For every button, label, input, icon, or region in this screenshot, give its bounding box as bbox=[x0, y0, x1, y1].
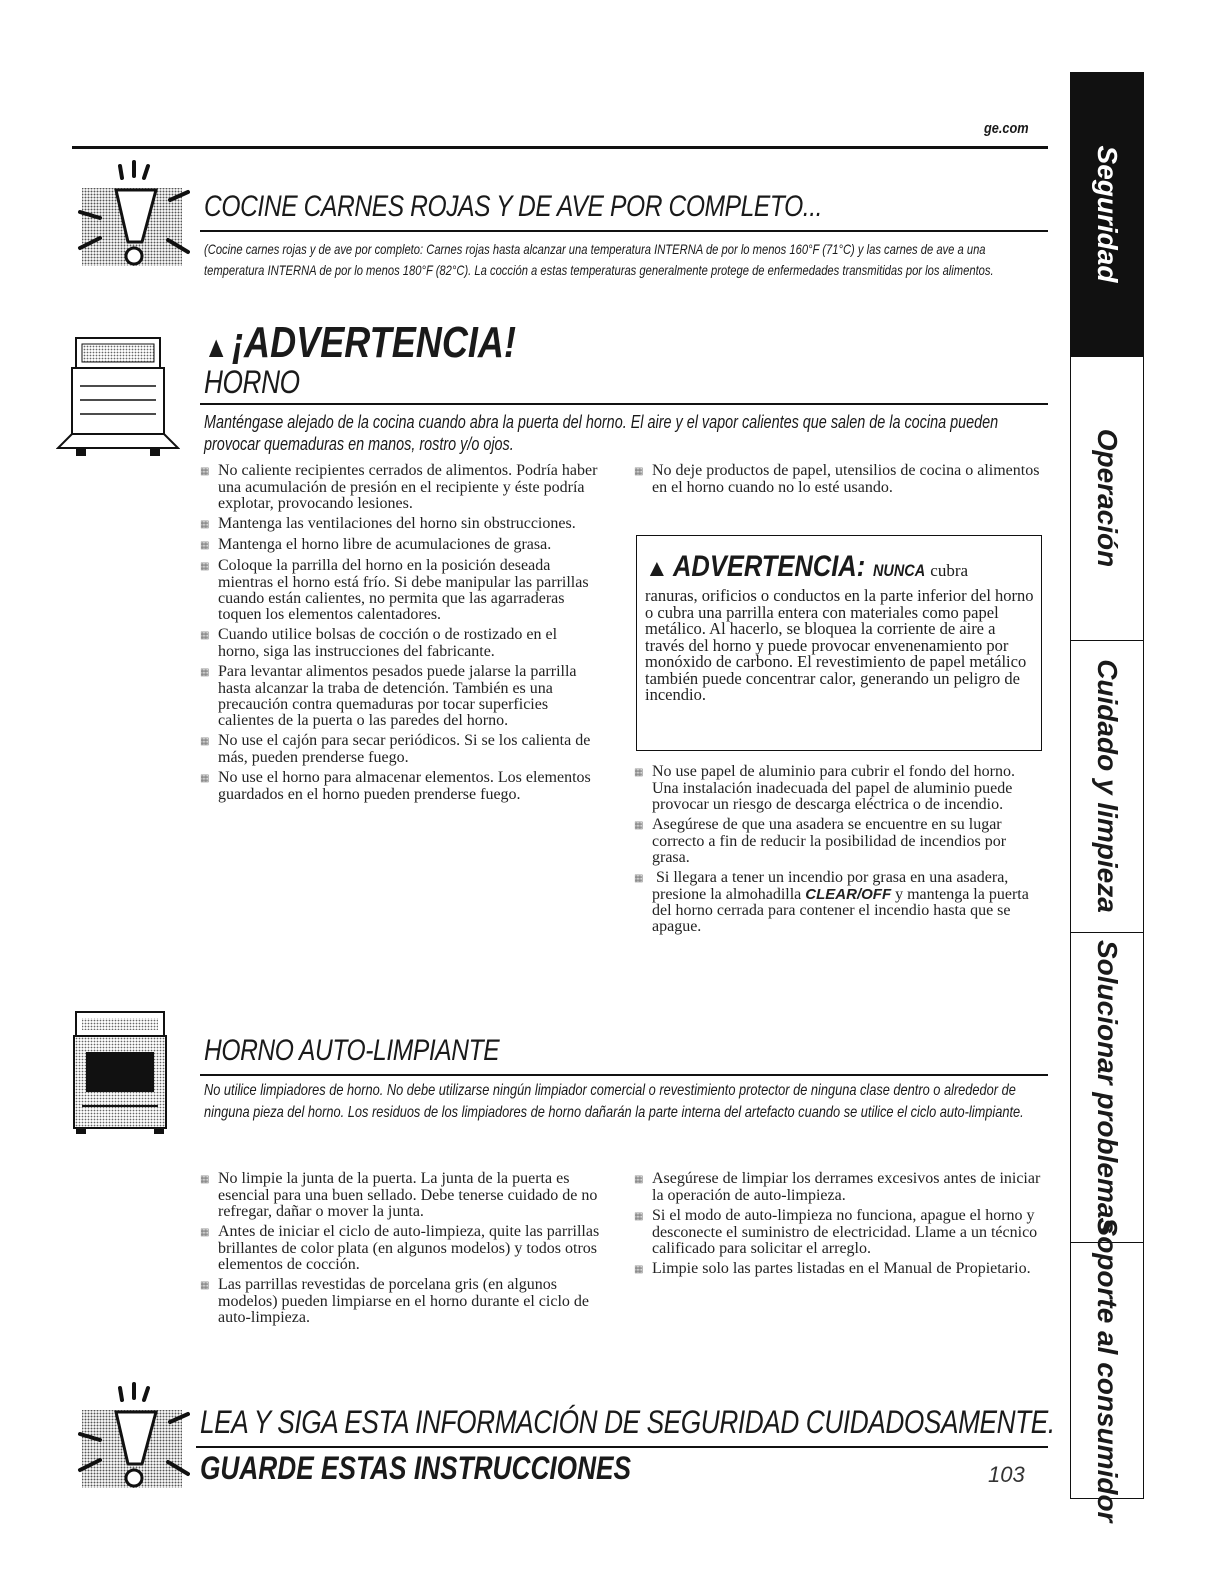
cook-rule bbox=[200, 230, 1048, 232]
warning-title-wrap bbox=[204, 318, 584, 368]
tab-label: Cuidado y limpieza bbox=[1092, 659, 1123, 913]
warning-subtitle: HORNO bbox=[204, 364, 300, 400]
box-text: ranuras, orificios o conductos en la parte inferior del horno o cubra una parrilla entera con materiales como papel metálico. Al hacerlo, se bloquea la corriente de aire a través del horno y puede provocar envenenamiento por monóxido de carbono. El revestimiento de papel metálico también puede concentrar calor, generando un peligro de incendio. bbox=[645, 586, 1034, 704]
range-open-door-icon bbox=[56, 336, 180, 458]
list-item: ▦ Limpie solo las partes listadas en el Manual de Propietario. bbox=[634, 1261, 1046, 1278]
tab-label: Soporte al consumidor bbox=[1092, 1217, 1123, 1523]
tab-solucionar[interactable] bbox=[1071, 932, 1143, 1243]
footer-rule bbox=[196, 1446, 1048, 1448]
warning-left-list bbox=[200, 463, 600, 807]
box-triangle-icon: ▲ bbox=[645, 555, 669, 582]
tab-operacion[interactable] bbox=[1071, 356, 1143, 641]
tab-soporte[interactable] bbox=[1071, 1217, 1143, 1523]
tab-label: Solucionar problemas bbox=[1092, 939, 1123, 1235]
list-item: ▦ Cuando utilice bolsas de cocción o de rostizado en el horno, siga las instrucciones del fabricante. bbox=[200, 627, 600, 660]
list-item: ▦ Si el modo de auto-limpieza no funciona, apague el horno y desconecte el suministro de electricidad. Llame a un técnico calificado para solicitar el arreglo. bbox=[634, 1208, 1046, 1257]
selfclean-title: HORNO AUTO-LIMPIANTE bbox=[204, 1034, 500, 1067]
cook-text: (Cocine carnes rojas y de ave por completo: Carnes rojas hasta alcanzar una temperatura INTERNA de por lo menos 160°F (71°C) y las carnes de ave a una temperatura INTERNA de por lo menos 180°F (82°C). La cocción a estas temperaturas generalmente protege de enfermedades transmitidas por los alimentos. bbox=[204, 241, 994, 278]
selfclean-left-list bbox=[200, 1171, 610, 1330]
warning-rule bbox=[200, 403, 1048, 405]
footer-save-title: GUARDE ESTAS INSTRUCCIONES bbox=[200, 1450, 632, 1486]
list-item: ▦ No deje productos de papel, utensilios de cocina o alimentos en el horno cuando no lo esté usando. bbox=[634, 463, 1044, 496]
warning-right-top-list bbox=[634, 463, 1044, 500]
caution-exclamation-icon bbox=[72, 1382, 190, 1494]
list-item: ▦ No use el horno para almacenar elementos. Los elementos guardados en el horno pueden prenderse fuego. bbox=[200, 770, 600, 803]
side-tab-bar bbox=[1070, 72, 1144, 1523]
advertencia-box bbox=[636, 535, 1042, 751]
list-item: ▦ No use papel de aluminio para cubrir el fondo del horno. Una instalación inadecuada del papel de aluminio puede provocar un riesgo de descarga eléctrica o de incendio. bbox=[634, 764, 1042, 813]
list-item: ▦ Mantenga el horno libre de acumulaciones de grasa. bbox=[200, 537, 600, 554]
cook-title: COCINE CARNES ROJAS Y DE AVE POR COMPLETO... bbox=[204, 190, 823, 223]
box-nunca: NUNCA bbox=[872, 561, 926, 580]
warning-triangle-icon: ▲ bbox=[204, 331, 229, 364]
list-item: ▦ Asegúrese de que una asadera se encuentre en su lugar correcto a fin de reducir la posibilidad de incendios por grasa. bbox=[634, 817, 1042, 866]
list-item: ▦ Mantenga las ventilaciones del horno sin obstrucciones. bbox=[200, 516, 600, 533]
footer-read-title: LEA Y SIGA ESTA INFORMACIÓN DE SEGURIDAD CUIDADOSAMENTE. bbox=[200, 1404, 1055, 1440]
fire-text-before: Si llegara a tener un incendio por grasa en una asadera, presione la almohadilla bbox=[652, 869, 1009, 903]
list-item: ▦ No use el cajón para secar periódicos. Si se los calienta de más, pueden prenderse fuego. bbox=[200, 733, 600, 766]
warning-intro: Manténgase alejado de la cocina cuando abra la puerta del horno. El aire y el vapor calientes que salen de la cocina pueden provocar quemaduras en manos, rostro y/o ojos. bbox=[204, 412, 999, 454]
site-url: ge.com bbox=[984, 120, 1029, 137]
list-item: ▦ Coloque la parrilla del horno en la posición deseada mientras el horno está frío. Si debe manipular las parrillas cuando están calientes, no permita que las agarraderas toquen los elementos calentadores. bbox=[200, 558, 600, 623]
tab-cuidado[interactable] bbox=[1071, 640, 1143, 933]
selfclean-rule bbox=[200, 1074, 1048, 1076]
range-self-clean-icon bbox=[72, 1010, 168, 1134]
caution-exclamation-icon bbox=[72, 160, 190, 272]
selfclean-right-list bbox=[634, 1171, 1046, 1282]
selfclean-intro: No utilice limpiadores de horno. No debe utilizarse ningún limpiador comercial o revestimiento protector de ninguna clase dentro o alrededor de ninguna pieza del horno. Los residuos de los limpiadores de horno dañarán la parte interna del artefacto cuando se utilice el ciclo auto-limpiante. bbox=[204, 1082, 1024, 1121]
warning-right-list bbox=[634, 764, 1042, 939]
tab-label: Seguridad bbox=[1092, 145, 1123, 283]
list-item: ▦ No caliente recipientes cerrados de alimentos. Podría haber una acumulación de presión en el recipiente y éste podría explotar, provocando lesiones. bbox=[200, 463, 600, 512]
tab-seguridad[interactable] bbox=[1071, 72, 1143, 357]
list-item: ▦ Las parrillas revestidas de porcelana gris (en algunos modelos) pueden limpiarse en el horno durante el ciclo de auto-limpieza. bbox=[200, 1277, 610, 1326]
list-item: ▦ Asegúrese de limpiar los derrames excesivos antes de iniciar la operación de auto-limpieza. bbox=[634, 1171, 1046, 1204]
box-text-first: cubra bbox=[930, 561, 969, 580]
list-item: ▦ No limpie la junta de la puerta. La junta de la puerta es esencial para una buen sellado. Debe tenerse cuidado de no refregar, dañar o mover la junta. bbox=[200, 1171, 610, 1220]
list-item: ▦ Para levantar alimentos pesados puede jalarse la parrilla hasta alcanzar la traba de detención. También es una precaución contra quemaduras por tocar superficies calientes de la puerta o las paredes del horno. bbox=[200, 664, 600, 729]
box-title: ADVERTENCIA: bbox=[672, 550, 865, 583]
list-item bbox=[634, 870, 1042, 935]
clear-off-key: CLEAR/OFF bbox=[805, 886, 892, 903]
list-item: ▦ Antes de iniciar el ciclo de auto-limpieza, quite las parrillas brillantes de color plata (en algunos modelos) y todos otros elementos de cocción. bbox=[200, 1224, 610, 1273]
fire-text-after: y mantenga la puerta del horno cerrada para contener el incendio hasta que se apague. bbox=[652, 886, 1029, 935]
tab-label: Operación bbox=[1092, 428, 1123, 568]
page-number: 103 bbox=[988, 1462, 1025, 1487]
warning-title: ¡ADVERTENCIA! bbox=[232, 318, 516, 367]
header-rule bbox=[72, 146, 1048, 149]
